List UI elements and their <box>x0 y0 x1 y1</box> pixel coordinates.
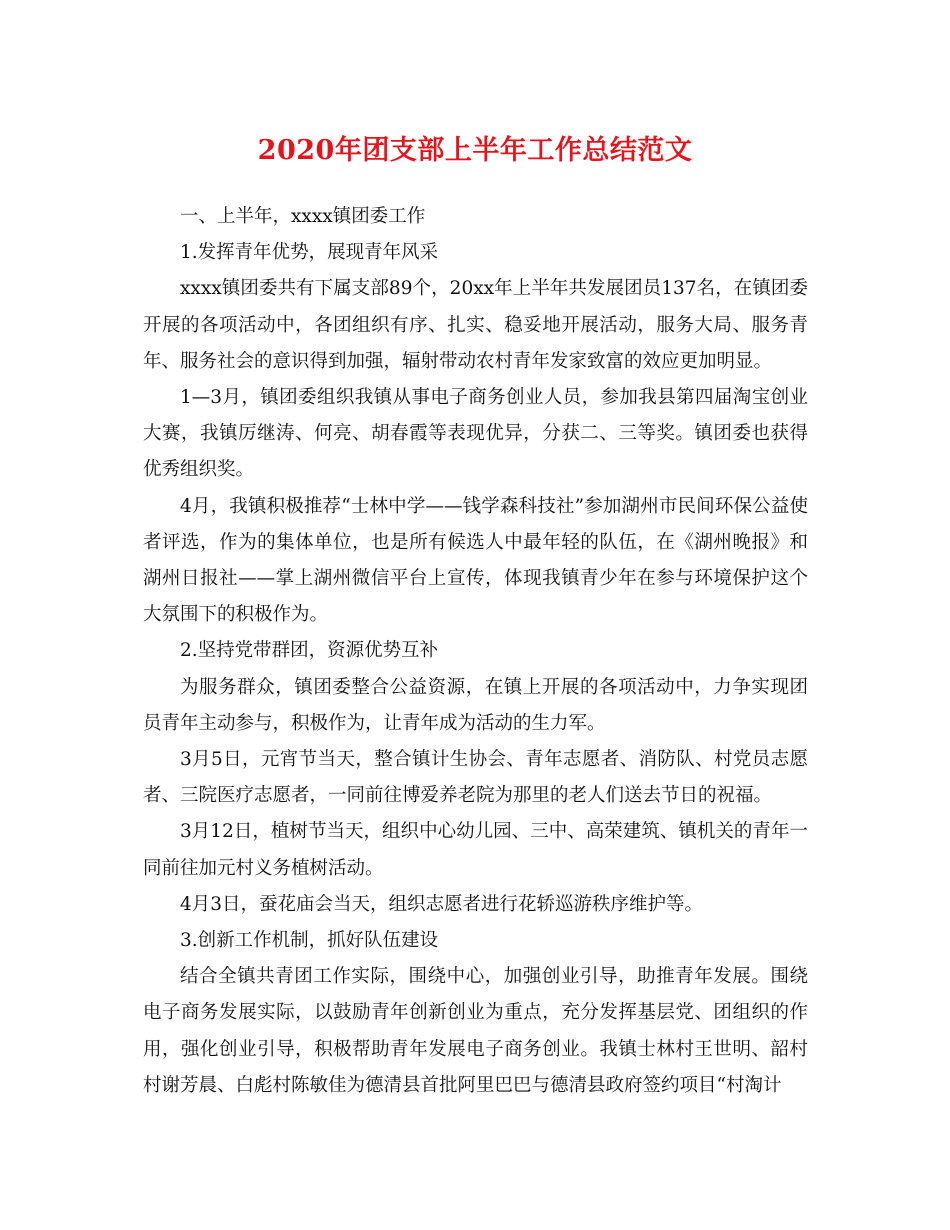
paragraph: xxxx镇团委共有下属支部89个，20xx年上半年共发展团员137名，在镇团委开展的各项活动中，各团组织有序、扎实、稳妥地开展活动，服务大局、服务青年、服务社会的意识得到加强，辐射带动农村青年发家致富的效应更加明显。 <box>143 278 808 372</box>
section-heading: 一、上半年，xxxx镇团委工作 <box>180 206 426 227</box>
paragraph: 结合全镇共青团工作实际，围绕中心，加强创业引导，助推青年发展。围绕电子商务发展实际，以鼓励青年创新创业为重点，充分发挥基层党、团组织的作用，强化创业引导，积极帮助青年发展电子商务创业。我镇士林村王世明、韶村村谢芳晨、白彪村陈敏佳为德清县首批阿里巴巴与德清县政府签约项目“村淘计 <box>143 966 808 1096</box>
document-title: 2020年团支部上半年工作总结范文 <box>257 135 693 166</box>
paragraph: 1—3月，镇团委组织我镇从事电子商务创业人员，参加我县第四届淘宝创业大赛，我镇厉继涛、何亮、胡春霞等表现优异，分获二、三等奖。镇团委也获得优秀组织奖。 <box>143 387 808 481</box>
paragraph: 4月，我镇积极推荐“士林中学——钱学森科技社”参加湖州市民间环保公益使者评选，作为的集体单位，也是所有候选人中最年轻的队伍，在《湖州晚报》和湖州日报社——掌上湖州微信平台上宣传，体现我镇青少年在参与环境保护这个大氛围下的积极作为。 <box>143 495 808 626</box>
paragraph: 3月12日，植树节当天，组织中心幼儿园、三中、高荣建筑、镇机关的青年一同前往加元村义务植树活动。 <box>143 821 808 879</box>
subsection-heading: 2.坚持党带群团，资源优势互补 <box>180 640 439 662</box>
paragraph: 4月3日，蚕花庙会当天，组织志愿者进行花轿巡游秩序维护等。 <box>180 893 704 915</box>
document-body <box>143 199 808 1104</box>
subsection-heading: 1.发挥青年优势，展现青年风采 <box>180 242 439 264</box>
paragraph: 3月5日，元宵节当天，整合镇计生协会、青年志愿者、消防队、村党员志愿者、三院医疗志愿者，一同前往博爱养老院为那里的老人们送去节日的祝福。 <box>143 749 808 807</box>
paragraph: 为服务群众，镇团委整合公益资源，在镇上开展的各项活动中，力争实现团员青年主动参与，积极作为，让青年成为活动的生力军。 <box>143 676 808 734</box>
subsection-heading: 3.创新工作机制，抓好队伍建设 <box>180 930 439 952</box>
